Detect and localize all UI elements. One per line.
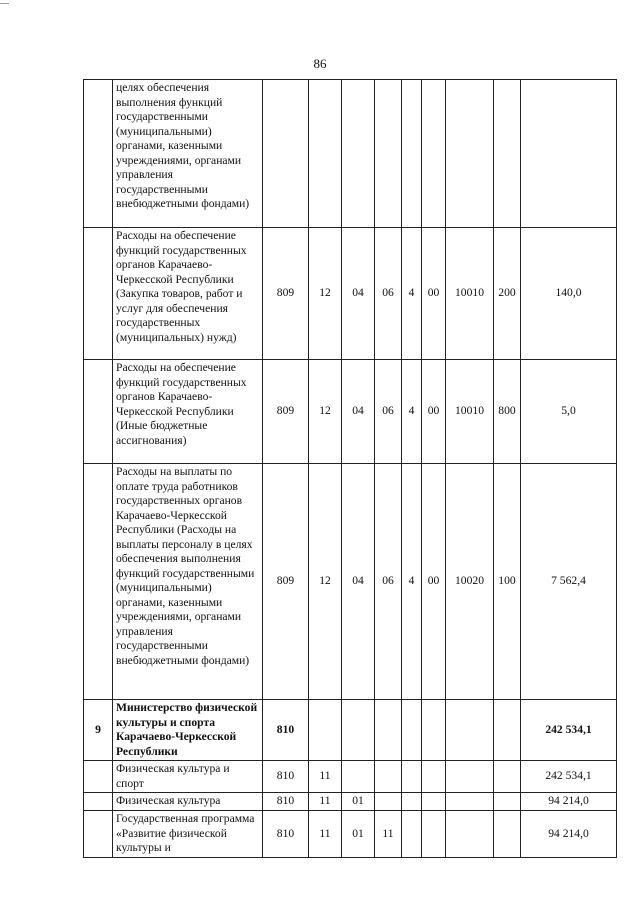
ministry-code: 810 <box>263 700 309 761</box>
ministry-code: 810 <box>263 811 309 858</box>
row-number <box>84 80 113 228</box>
direction-code <box>446 761 494 793</box>
row-name: Расходы на обеспечение функций государственных органов Карачаево-Черкесской Республики (Иные бюджетные ассигнования) <box>113 360 263 464</box>
program-code: 06 <box>375 360 402 464</box>
table-row <box>84 811 617 858</box>
subprogram-code <box>402 811 422 858</box>
expense-type-code <box>494 761 521 793</box>
subprogram-code <box>402 700 422 761</box>
event-code: 00 <box>422 228 446 360</box>
program-code: 06 <box>375 464 402 700</box>
expense-type-code <box>494 80 521 228</box>
direction-code <box>446 80 494 228</box>
budget-table <box>83 79 617 858</box>
event-code: 00 <box>422 360 446 464</box>
direction-code <box>446 811 494 858</box>
ministry-code: 809 <box>263 464 309 700</box>
subprogram-code <box>402 80 422 228</box>
ministry-code: 810 <box>263 793 309 811</box>
subsection-code <box>342 761 375 793</box>
row-name: Физическая культура и спорт <box>113 761 263 793</box>
subsection-code: 04 <box>342 228 375 360</box>
amount-cell <box>521 80 617 228</box>
event-code <box>422 811 446 858</box>
row-number: 9 <box>84 700 113 761</box>
section-code: 12 <box>309 464 342 700</box>
direction-code <box>446 700 494 761</box>
section-code: 11 <box>309 811 342 858</box>
ministry-code: 809 <box>263 360 309 464</box>
program-code <box>375 700 402 761</box>
row-name: Физическая культура <box>113 793 263 811</box>
expense-type-code <box>494 793 521 811</box>
subprogram-code <box>402 793 422 811</box>
program-code: 06 <box>375 228 402 360</box>
amount-cell: 242 534,1 <box>521 700 617 761</box>
program-code <box>375 761 402 793</box>
direction-code <box>446 793 494 811</box>
amount-cell: 5,0 <box>521 360 617 464</box>
section-code: 12 <box>309 360 342 464</box>
subprogram-code: 4 <box>402 464 422 700</box>
program-code <box>375 793 402 811</box>
event-code <box>422 793 446 811</box>
amount-cell: 7 562,4 <box>521 464 617 700</box>
amount-cell: 242 534,1 <box>521 761 617 793</box>
table-row <box>84 464 617 700</box>
direction-code: 10020 <box>446 464 494 700</box>
section-code: 12 <box>309 228 342 360</box>
expense-type-code: 800 <box>494 360 521 464</box>
row-number <box>84 811 113 858</box>
subsection-code: 01 <box>342 811 375 858</box>
subprogram-code <box>402 761 422 793</box>
row-number <box>84 464 113 700</box>
subsection-code: 04 <box>342 464 375 700</box>
row-number <box>84 761 113 793</box>
row-name: целях обеспечения выполнения функций государственными (муниципальными) органами, казенными учреждениями, органами управления государственными внебюджетными фондами) <box>113 80 263 228</box>
ministry-code <box>263 80 309 228</box>
amount-cell: 140,0 <box>521 228 617 360</box>
expense-type-code: 100 <box>494 464 521 700</box>
table-row <box>84 700 617 761</box>
event-code <box>422 80 446 228</box>
ministry-code: 810 <box>263 761 309 793</box>
expense-type-code <box>494 700 521 761</box>
section-code <box>309 80 342 228</box>
subsection-code <box>342 700 375 761</box>
table-row <box>84 360 617 464</box>
amount-cell: 94 214,0 <box>521 793 617 811</box>
page-number: 86 <box>313 56 327 71</box>
subsection-code <box>342 80 375 228</box>
row-name: Расходы на обеспечение функций государственных органов Карачаево-Черкесской Республики (Закупка товаров, работ и услуг для обеспечения государственных (муниципальных) нужд) <box>113 228 263 360</box>
direction-code: 10010 <box>446 360 494 464</box>
ministry-code: 809 <box>263 228 309 360</box>
event-code <box>422 761 446 793</box>
program-code: 11 <box>375 811 402 858</box>
table-row <box>84 80 617 228</box>
scan-edge-mark <box>0 3 9 4</box>
program-code <box>375 80 402 228</box>
event-code: 00 <box>422 464 446 700</box>
row-name: Расходы на выплаты по оплате труда работников государственных органов Карачаево-Черкесской Республики (Расходы на выплаты персоналу в целях обеспечения выполнения функций государственными (муниципальными) органами, казенными учреждениями, органами управления государственными внебюджетными фондами) <box>113 464 263 700</box>
table-row <box>84 228 617 360</box>
section-code: 11 <box>309 793 342 811</box>
table-row <box>84 761 617 793</box>
expense-type-code: 200 <box>494 228 521 360</box>
event-code <box>422 700 446 761</box>
section-code <box>309 700 342 761</box>
amount-cell: 94 214,0 <box>521 811 617 858</box>
row-name: Государственная программа «Развитие физической культуры и <box>113 811 263 858</box>
subprogram-code: 4 <box>402 360 422 464</box>
expense-type-code <box>494 811 521 858</box>
row-number <box>84 360 113 464</box>
row-number <box>84 228 113 360</box>
table-row <box>84 793 617 811</box>
subsection-code: 04 <box>342 360 375 464</box>
section-code: 11 <box>309 761 342 793</box>
row-name: Министерство физической культуры и спорта Карачаево-Черкесской Республики <box>113 700 263 761</box>
row-number <box>84 793 113 811</box>
direction-code: 10010 <box>446 228 494 360</box>
subprogram-code: 4 <box>402 228 422 360</box>
subsection-code: 01 <box>342 793 375 811</box>
